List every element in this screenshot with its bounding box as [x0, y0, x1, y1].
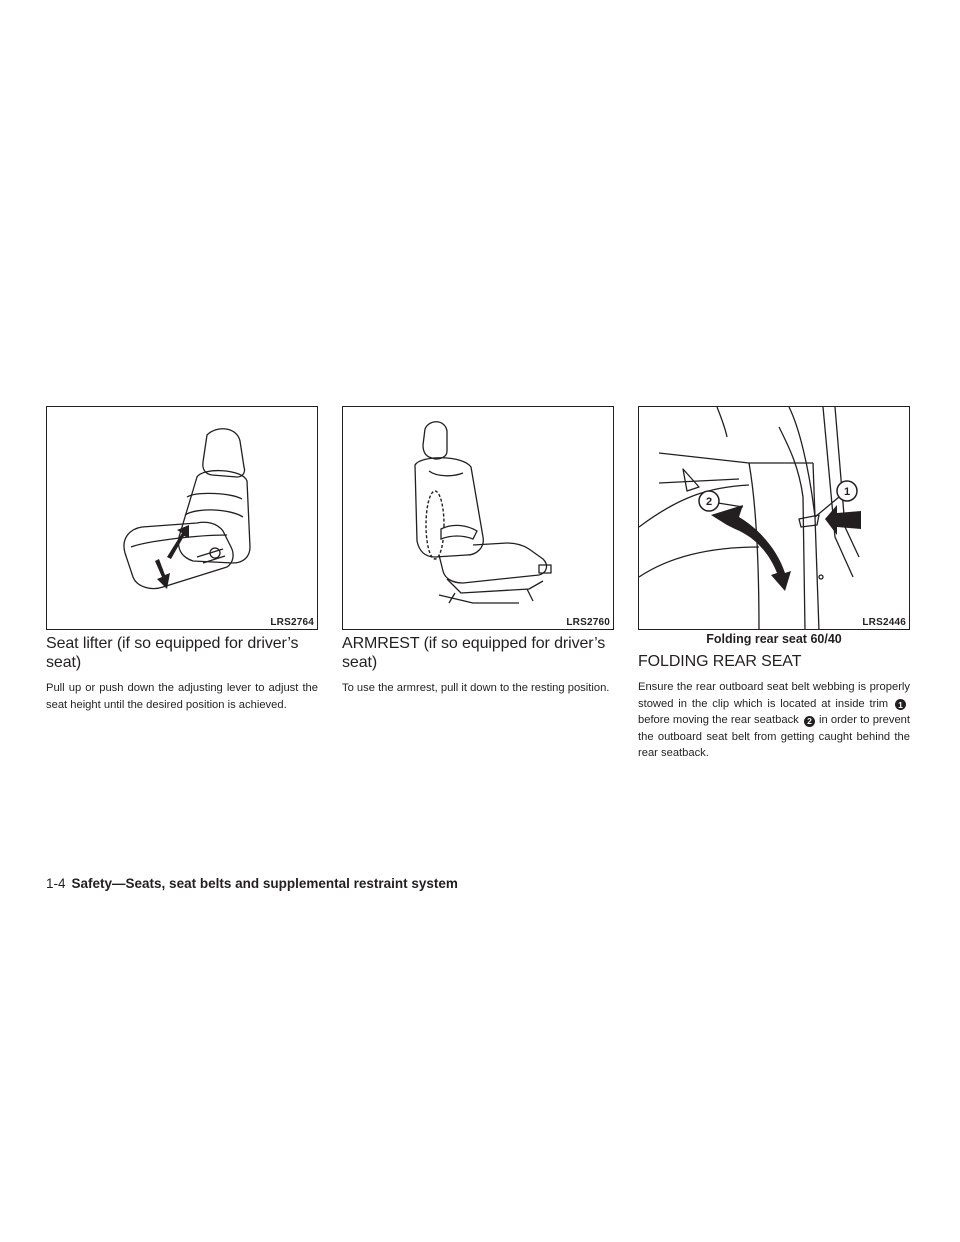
- section-heading: ARMREST (if so equipped for driver’s seat): [342, 635, 606, 671]
- section-body: To use the armrest, pull it down to the resting position.: [342, 682, 610, 694]
- armrest-section: [342, 634, 614, 697]
- armrest-figure: [342, 406, 614, 630]
- folding-rear-seat-section: [638, 652, 910, 762]
- armrest-illustration: [343, 407, 614, 630]
- figure-caption: Folding rear seat 60/40: [706, 632, 842, 646]
- callout-2-label: 2: [705, 496, 713, 508]
- page-number: 1-4: [46, 876, 66, 891]
- section-body: Pull up or push down the adjusting lever to adjust the seat height until the desired position is achieved.: [46, 682, 318, 711]
- seat-lifter-figure: [46, 406, 318, 630]
- callout-1-inline: 1: [895, 699, 906, 710]
- folding-rear-seat-figure: [638, 406, 910, 630]
- body-text: Ensure the rear outboard seat belt webbing is properly stowed in the clip which is located at inside trim: [638, 681, 910, 710]
- seat-lifter-illustration: [47, 407, 318, 630]
- body-text: in order to prevent the outboard seat belt from getting caught behind the rear seatback.: [638, 714, 911, 759]
- figure-code: LRS2764: [270, 617, 314, 628]
- seat-lifter-section: [46, 634, 318, 713]
- callout-2-inline: 2: [804, 716, 815, 727]
- figure-code: LRS2446: [862, 617, 906, 628]
- page-footer: [46, 876, 458, 891]
- section-heading: FOLDING REAR SEAT: [638, 653, 802, 670]
- section-title: Safety—Seats, seat belts and supplemental restraint system: [71, 876, 458, 891]
- section-heading: Seat lifter (if so equipped for driver’s seat): [46, 635, 299, 671]
- figure-code: LRS2760: [566, 617, 610, 628]
- section-body: [638, 679, 910, 762]
- folding-rear-seat-illustration: [639, 407, 910, 630]
- body-text: before moving the rear seatback: [638, 714, 799, 726]
- callout-1-label: 1: [843, 486, 851, 498]
